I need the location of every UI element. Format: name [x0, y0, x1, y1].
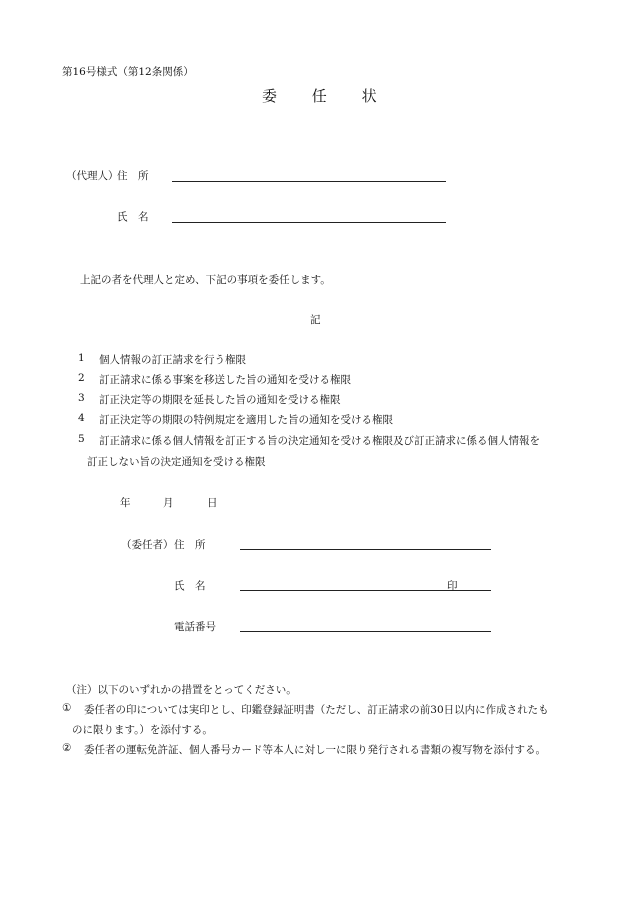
principal-phone-label: 電話番号	[174, 621, 216, 633]
agent-name-field[interactable]	[172, 222, 446, 223]
intro-text: 上記の者を代理人と定め、下記の事項を委任します。	[80, 274, 331, 286]
item-text: 訂正請求に係る事案を移送した旨の通知を受ける権限	[99, 374, 351, 386]
principal-name-label: 氏 名	[174, 580, 206, 592]
principal-address-label: 住 所	[174, 539, 206, 551]
item-number: 3	[78, 392, 85, 404]
date-year-label: 年	[120, 497, 131, 509]
date-month-label: 月	[163, 497, 174, 509]
item-number: 1	[78, 352, 85, 364]
agent-address-field[interactable]	[172, 181, 446, 182]
form-number: 第16号様式（第12条関係）	[62, 66, 194, 78]
principal-address-field[interactable]	[240, 549, 491, 550]
date-day-label: 日	[207, 497, 218, 509]
item-number: 5	[78, 433, 85, 445]
item-text: 訂正決定等の期限の特例規定を適用した旨の通知を受ける権限	[99, 414, 393, 426]
item-number: 4	[78, 412, 85, 424]
ki-heading: 記	[310, 314, 321, 326]
title-char-1: 委	[262, 87, 278, 105]
note-marker: ①	[62, 702, 72, 714]
note-text-continuation: のに限ります。）を添付する。	[72, 724, 213, 736]
item-text: 訂正決定等の期限を延長した旨の通知を受ける権限	[99, 394, 341, 406]
agent-name-label: 氏 名	[117, 211, 149, 223]
title-char-3: 状	[361, 87, 377, 105]
page-title	[262, 85, 377, 106]
principal-label: （委任者）	[121, 539, 174, 551]
item-number: 2	[78, 372, 85, 384]
item-text: 訂正請求に係る個人情報を訂正する旨の決定通知を受ける権限及び訂正請求に係る個人情報を	[99, 435, 540, 447]
note-text: 委任者の印については実印とし、印鑑登録証明書（ただし、訂正請求の前30日以内に作成されたも	[84, 704, 549, 716]
title-char-2: 任	[311, 87, 327, 105]
item-text-continuation: 訂正しない旨の決定通知を受ける権限	[87, 456, 266, 468]
item-text: 個人情報の訂正請求を行う権限	[99, 354, 246, 366]
note-text: 委任者の運転免許証、個人番号カード等本人に対し一に限り発行される書類の複写物を添付する。	[84, 744, 546, 756]
notes-heading: （注）以下のいずれかの措置をとってください。	[66, 684, 297, 696]
principal-phone-field[interactable]	[240, 631, 491, 632]
agent-label: （代理人）	[66, 170, 119, 182]
seal-mark: 印	[447, 580, 458, 592]
agent-address-label: 住 所	[117, 170, 149, 182]
note-marker: ②	[62, 742, 72, 754]
